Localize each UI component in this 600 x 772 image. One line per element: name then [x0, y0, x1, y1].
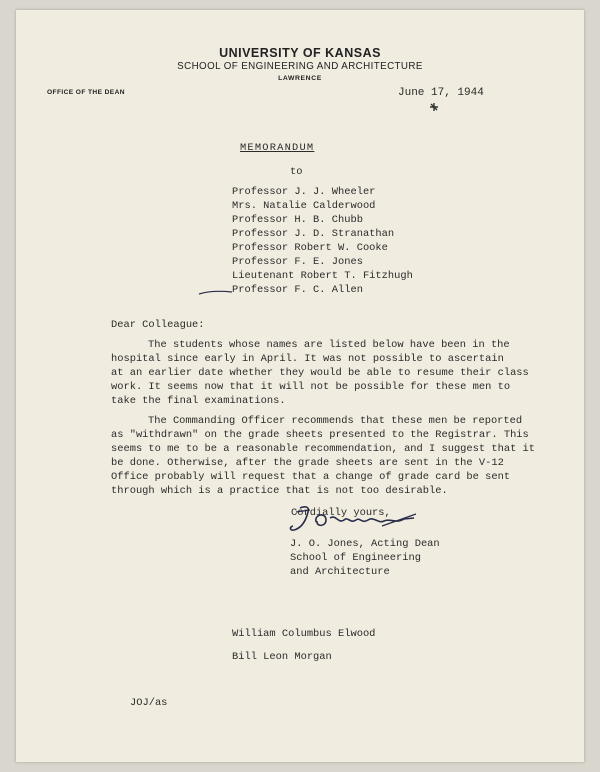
recipient-line: Professor F. E. Jones: [232, 256, 363, 268]
recipient-line: Lieutenant Robert T. Fitzhugh: [232, 270, 413, 282]
recipient-line: Professor Robert W. Cooke: [232, 242, 388, 254]
paragraph-line: The Commanding Officer recommends that these men be reported: [148, 415, 523, 427]
paragraph-line: be done. Otherwise, after the grade sheets are sent in the V-12: [111, 457, 504, 469]
handwritten-mark-icon: [428, 101, 440, 113]
school-name: SCHOOL OF ENGINEERING AND ARCHITECTURE: [177, 61, 423, 72]
paragraph-line: at an earlier date whether they would be able to resume their class: [111, 367, 529, 379]
signature-name: J. O. Jones, Acting Dean: [290, 538, 440, 550]
paragraph-line: The students whose names are listed below have been in the: [148, 339, 510, 351]
student-name: William Columbus Elwood: [232, 628, 376, 640]
recipient-line: Professor F. C. Allen: [232, 284, 363, 296]
paragraph-line: through which is a practice that is not too desirable.: [111, 485, 448, 497]
paragraph-line: work. It seems now that it will not be possible for these men to: [111, 381, 511, 393]
paragraph-line: hospital since early in April. It was not possible to ascertain: [111, 353, 504, 365]
closing: Cordially yours,: [291, 507, 391, 519]
office-label: OFFICE OF THE DEAN: [47, 89, 125, 96]
student-name: Bill Leon Morgan: [232, 651, 332, 663]
paragraph-line: as "withdrawn" on the grade sheets presented to the Registrar. This: [111, 429, 529, 441]
signature-title: School of Engineering: [290, 552, 421, 564]
salutation: Dear Colleague:: [111, 319, 205, 331]
memo-title: MEMORANDUM: [240, 142, 315, 154]
recipient-line: Mrs. Natalie Calderwood: [232, 200, 376, 212]
recipient-line: Professor H. B. Chubb: [232, 214, 363, 226]
paragraph-line: Office probably will request that a change of grade card be sent: [111, 471, 511, 483]
recipient-line: Professor J. D. Stranathan: [232, 228, 395, 240]
signature-title: and Architecture: [290, 566, 390, 578]
to-label: to: [290, 166, 303, 178]
paragraph-line: take the final examinations.: [111, 395, 286, 407]
letter-date: June 17, 1944: [398, 87, 484, 99]
city-name: LAWRENCE: [278, 75, 322, 82]
university-name: UNIVERSITY OF KANSAS: [219, 46, 381, 60]
typist-initials: JOJ/as: [130, 697, 168, 709]
paragraph-line: seems to me to be a reasonable recommendation, and I suggest that it: [111, 443, 536, 455]
recipient-line: Professor J. J. Wheeler: [232, 186, 376, 198]
pen-checkmark-icon: [198, 288, 234, 296]
signature-image: [286, 500, 426, 536]
